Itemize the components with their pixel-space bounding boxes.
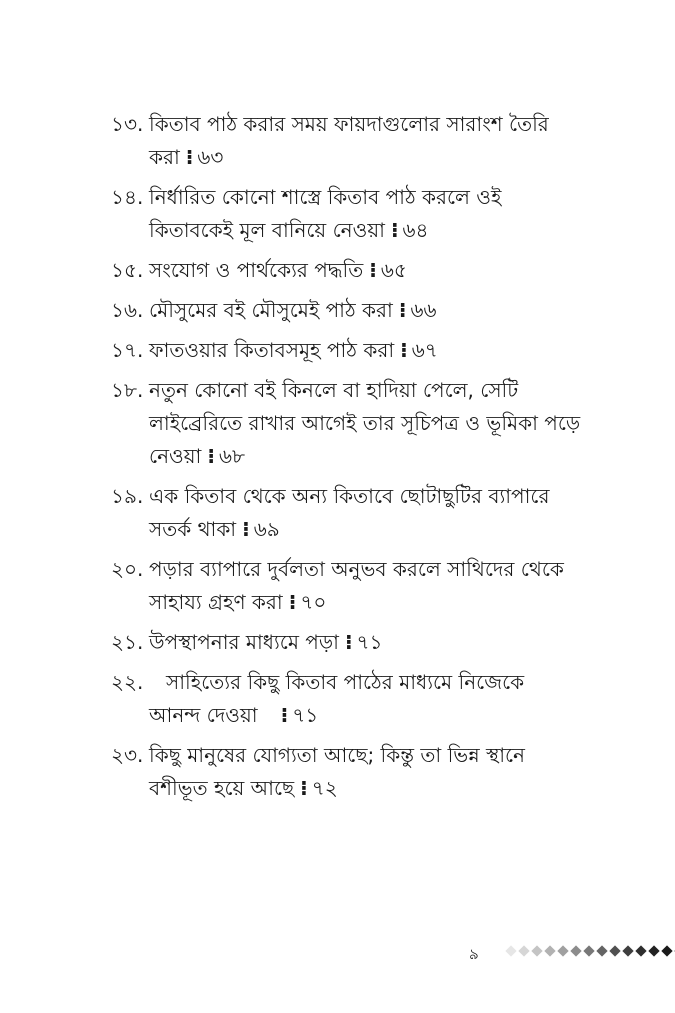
diamond-icon bbox=[609, 945, 620, 956]
diamond-ornament bbox=[505, 945, 675, 956]
entry-page: ৭২ bbox=[311, 776, 338, 800]
entry-body bbox=[149, 626, 581, 659]
entry-title: নতুন কোনো বই কিনলে বা হাদিয়া পেলে, সেটি লাইব্রেরিতে রাখার আগেই তার সূচিপত্র ও ভূমিকা পড়ে নেওয়া bbox=[149, 378, 581, 468]
entry-title: উপস্থাপনার মাধ্যমে পড়া bbox=[149, 630, 339, 654]
entry-body bbox=[149, 553, 581, 619]
entry-number: ১৭. bbox=[111, 338, 144, 362]
toc-entry bbox=[111, 480, 581, 546]
entry-page: ৬৬ bbox=[410, 298, 437, 322]
entry-title: কিছু মানুষের যোগ্যতা আছে; কিন্তু তা ভিন্ন স্থানে বশীভূত হয়ে আছে bbox=[149, 743, 525, 800]
separator: ⁝ bbox=[280, 703, 289, 727]
entry-number: ১৫. bbox=[111, 258, 144, 282]
entry-body bbox=[149, 108, 581, 174]
entry-number: ১৪. bbox=[111, 185, 144, 209]
diamond-icon bbox=[635, 945, 646, 956]
entry-body bbox=[149, 334, 581, 367]
entry-page: ৬৭ bbox=[411, 338, 438, 362]
entry-title: এক কিতাব থেকে অন্য কিতাবে ছোটাছুটির ব্যাপারে সতর্ক থাকা bbox=[149, 484, 550, 541]
separator: ⁝ bbox=[344, 630, 353, 654]
toc-entry bbox=[111, 181, 581, 247]
entry-number: ১৩. bbox=[111, 112, 144, 136]
diamond-icon bbox=[570, 945, 581, 956]
separator: ⁝ bbox=[390, 218, 399, 242]
entry-page: ৭১ bbox=[356, 630, 383, 654]
entry-number: ১৯. bbox=[111, 484, 144, 508]
toc-entry bbox=[111, 626, 581, 659]
entry-title: পড়ার ব্যাপারে দুর্বলতা অনুভব করলে সাথিদের থেকে সাহায্য গ্রহণ করা bbox=[149, 557, 564, 614]
entry-body bbox=[149, 181, 581, 247]
page-footer bbox=[0, 940, 675, 968]
entry-body bbox=[149, 254, 581, 287]
toc-entry bbox=[111, 553, 581, 619]
entry-title: ফাতওয়ার কিতাবসমূহ পাঠ করা bbox=[149, 338, 395, 362]
entry-number: ২১. bbox=[111, 630, 144, 654]
entry-body bbox=[149, 480, 581, 546]
entry-number: ২০. bbox=[111, 557, 144, 581]
table-of-contents bbox=[111, 108, 581, 812]
entry-number: ২২. bbox=[111, 670, 144, 694]
entry-number: ২৩. bbox=[111, 743, 144, 767]
entry-page: ৬৯ bbox=[253, 517, 280, 541]
entry-title: নির্ধারিত কোনো শাস্ত্রে কিতাব পাঠ করলে ওই কিতাবকেই মূল বানিয়ে নেওয়া bbox=[149, 185, 502, 242]
entry-page: ৬৩ bbox=[197, 145, 224, 169]
diamond-icon bbox=[648, 945, 659, 956]
diamond-icon bbox=[505, 945, 516, 956]
entry-title: মৌসুমের বই মৌসুমেই পাঠ করা bbox=[149, 298, 393, 322]
diamond-icon bbox=[583, 945, 594, 956]
entry-body bbox=[149, 374, 581, 473]
separator: ⁝ bbox=[185, 145, 194, 169]
entry-body bbox=[149, 739, 581, 805]
separator: ⁝ bbox=[207, 444, 215, 468]
entry-page: ৬৪ bbox=[402, 218, 429, 242]
diamond-icon bbox=[622, 945, 633, 956]
entry-body bbox=[149, 666, 581, 732]
diamond-icon bbox=[557, 945, 568, 956]
diamond-icon bbox=[544, 945, 555, 956]
toc-entry bbox=[111, 254, 581, 287]
diamond-icon bbox=[531, 945, 542, 956]
entry-page: ৭১ bbox=[292, 703, 319, 727]
toc-entry bbox=[111, 334, 581, 367]
entry-number: ১৬. bbox=[111, 298, 144, 322]
entry-body bbox=[149, 294, 581, 327]
separator: ⁝ bbox=[400, 338, 408, 362]
toc-entry bbox=[111, 294, 581, 327]
entry-page: ৬৮ bbox=[218, 444, 245, 468]
separator: ⁝ bbox=[398, 298, 407, 322]
entry-page: ৬৫ bbox=[380, 258, 407, 282]
toc-entry bbox=[111, 666, 581, 732]
entry-page: ৭০ bbox=[300, 590, 327, 614]
separator: ⁝ bbox=[242, 517, 250, 541]
diamond-icon bbox=[661, 945, 672, 956]
separator: ⁝ bbox=[288, 590, 297, 614]
separator: ⁝ bbox=[369, 258, 377, 282]
toc-entry bbox=[111, 374, 581, 473]
separator: ⁝ bbox=[300, 776, 308, 800]
page-number: ৯ bbox=[469, 945, 479, 963]
toc-entry bbox=[111, 739, 581, 805]
diamond-icon bbox=[596, 945, 607, 956]
entry-title: সংযোগ ও পার্থক্যের পদ্ধতি bbox=[149, 258, 364, 282]
diamond-icon bbox=[518, 945, 529, 956]
entry-number: ১৮. bbox=[111, 378, 144, 402]
entry-title: সাহিত্যের কিছু কিতাব পাঠের মাধ্যমে নিজেকে আনন্দ দেওয়া bbox=[149, 670, 525, 727]
entry-title: কিতাব পাঠ করার সময় ফায়দাগুলোর সারাংশ তৈরি করা bbox=[149, 112, 549, 169]
toc-entry bbox=[111, 108, 581, 174]
